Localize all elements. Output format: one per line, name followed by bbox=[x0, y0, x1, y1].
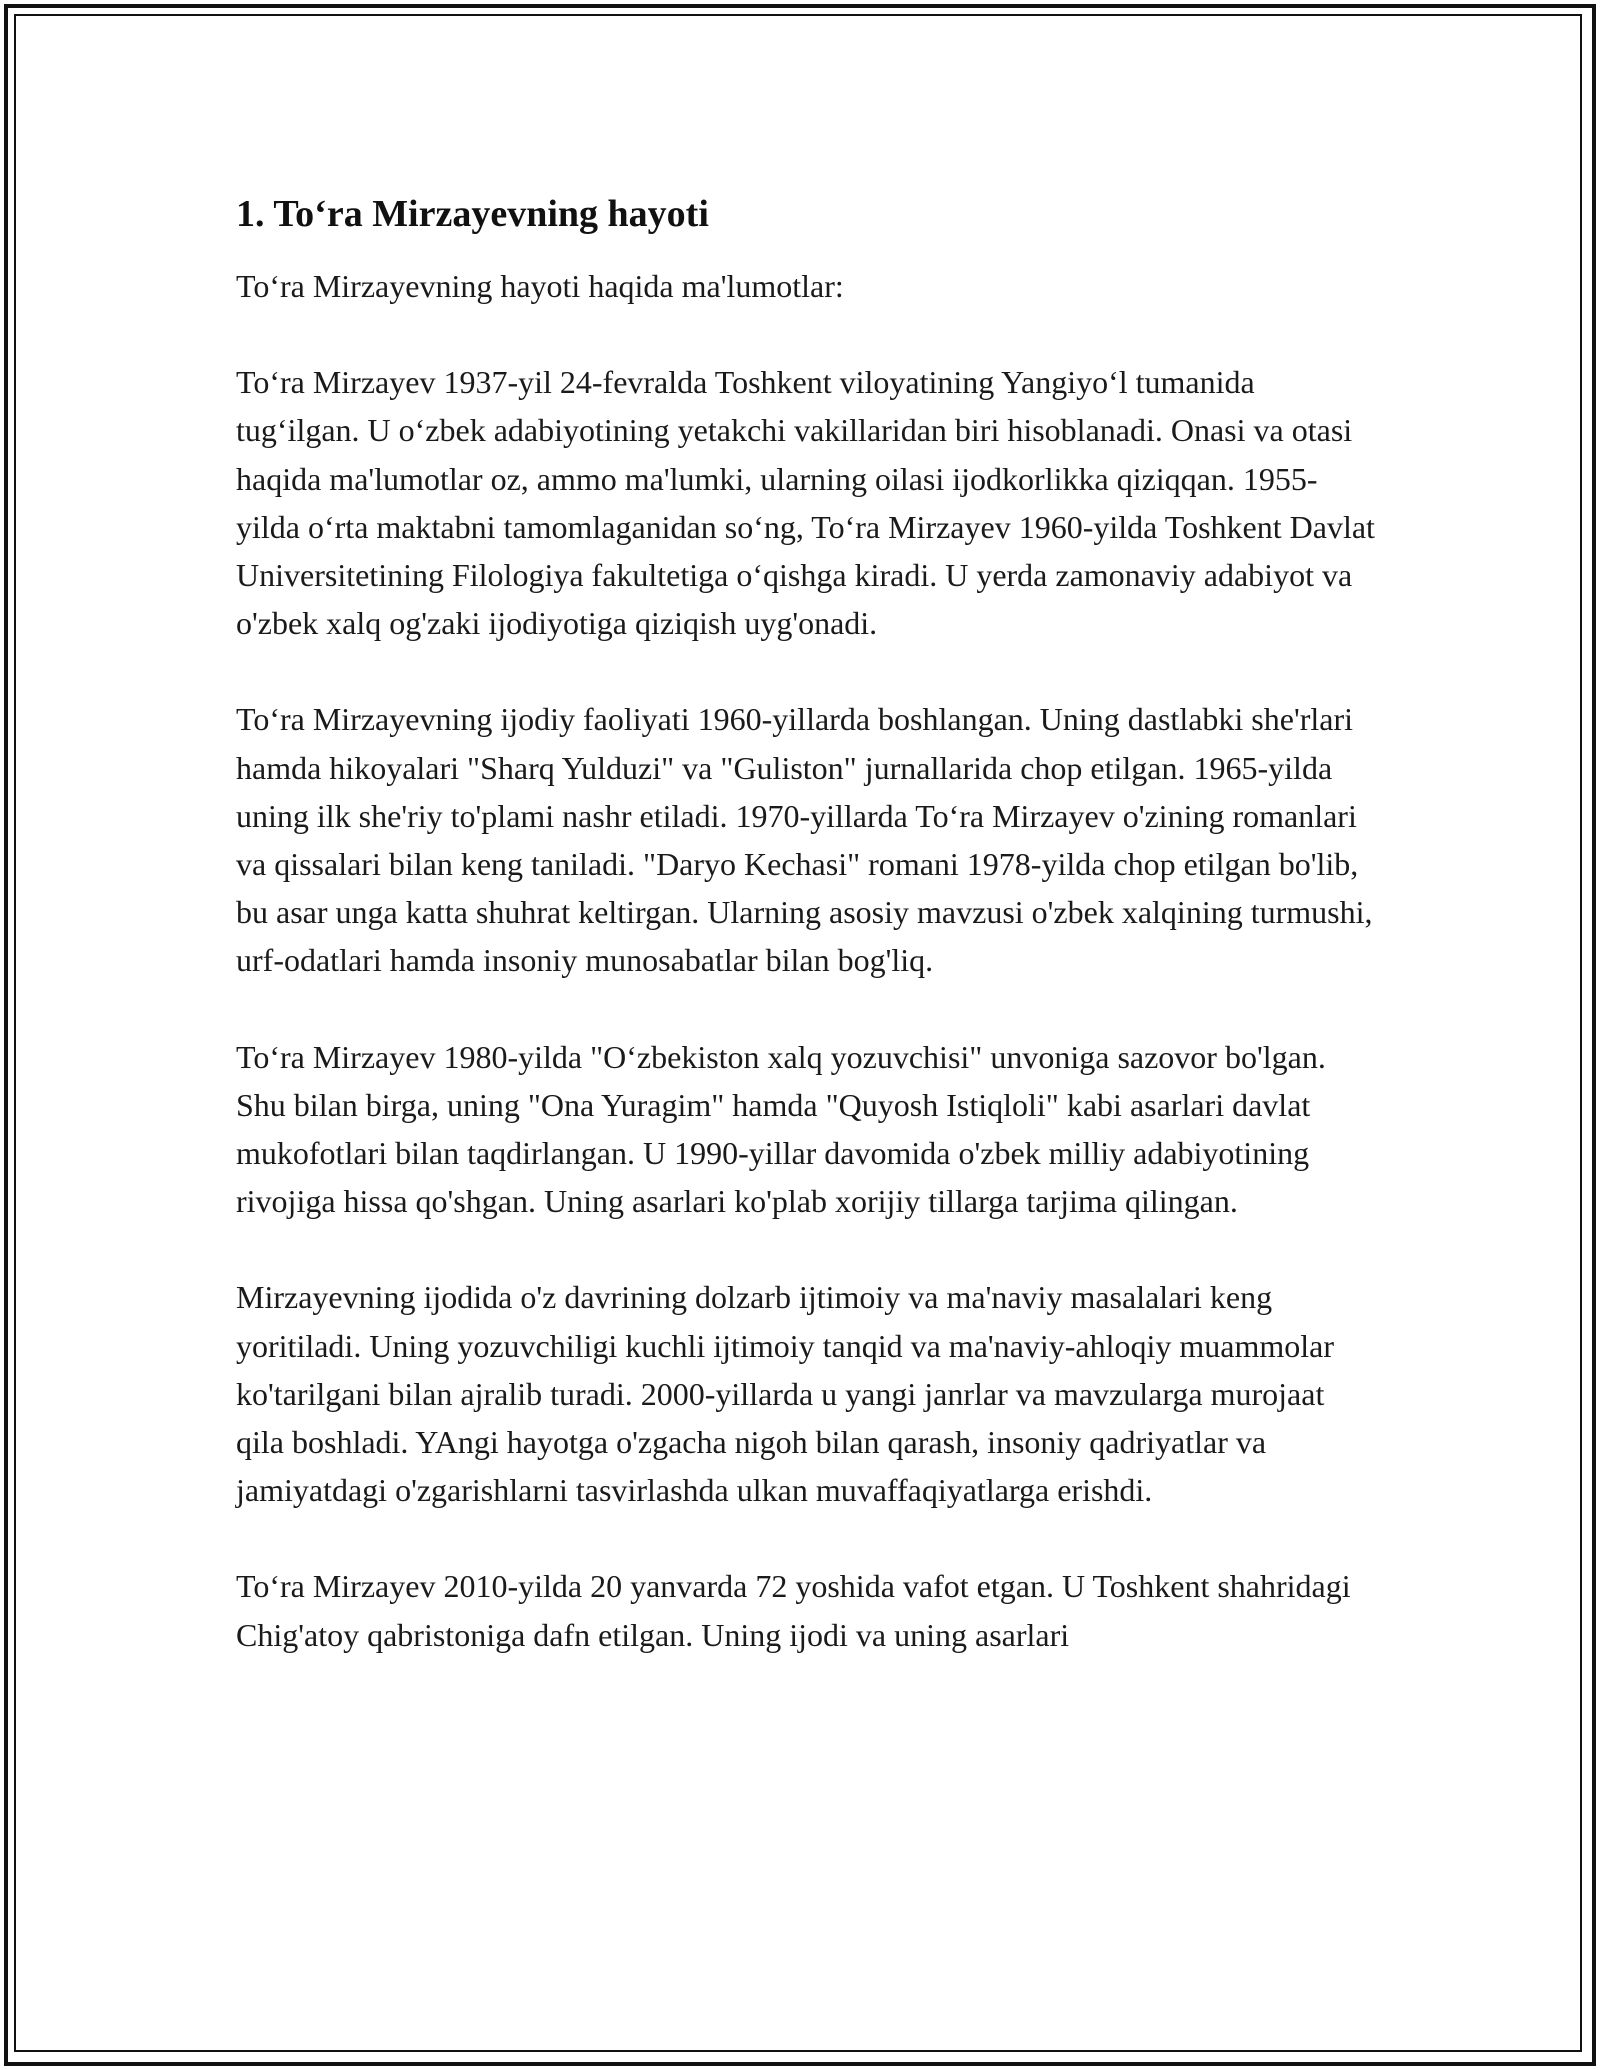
section-heading: 1. To‘ra Mirzayevning hayoti bbox=[236, 193, 709, 235]
themes-paragraph: Mirzayevning ijodida o'z davrining dolzarb ijtimoiy va ma'naviy masalalari keng yoritiladi. Uning yozuvchiligi kuchli ijtimoiy tanqid va ma'naviy-ahloqiy muammolar ko'tarilgani bilan ajralib turadi. 2000-yillarda u yangi janrlar va mavzularga murojaat qila boshladi. YAngi hayotga o'zgacha nigoh bilan qarash, insoniy qadriyatlar va jamiyatdagi o'zgarishlarni tasvirlashda ulkan muvaffaqiyatlarga erishdi. bbox=[236, 1279, 1335, 1509]
biography-paragraph: To‘ra Mirzayev 1937-yil 24-fevralda Toshkent viloyatining Yangiyo‘l tumanida tug‘ilgan. U o‘zbek adabiyotining yetakchi vakillaridan biri hisoblanadi. Onasi va otasi haqida ma'lumotlar oz, ammo ma'lumki, ularning oilasi ijodkorlikka qiziqqan. 1955-yilda o‘rta maktabni tamomlaganidan so‘ng, To‘ra Mirzayev 1960-yilda Toshkent Davlat Universitetining Filologiya fakultetiga o‘qishga kiradi. U yerda zamonaviy adabiyot va o'zbek xalq og'zaki ijodiyotiga qiziqish uyg'onadi. bbox=[236, 364, 1375, 642]
awards-paragraph: To‘ra Mirzayev 1980-yilda "O‘zbekiston xalq yozuvchisi" unvoniga sazovor bo'lgan. Shu bilan birga, uning "Ona Yuragim" hamda "Quyosh Istiqloli" kabi asarlari davlat mukofotlari bilan taqdirlangan. U 1990-yillar davomida o'zbek milliy adabiyotining rivojiga hissa qo'shgan. Uning asarlari ko'plab xorijiy tillarga tarjima qilingan. bbox=[236, 1038, 1326, 1220]
career-paragraph: To‘ra Mirzayevning ijodiy faoliyati 1960-yillarda boshlangan. Uning dastlabki she'rlari hamda hikoyalari "Sharq Yulduzi" va "Guliston" jurnallarida chop etilgan. 1965-yilda uning ilk she'riy to'plami nashr etiladi. 1970-yillarda To‘ra Mirzayev o'zining romanlari va qissalari bilan keng taniladi. "Daryo Kechasi" romani 1978-yilda chop etilgan bo'lib, bu asar unga katta shuhrat keltirgan. Ularning asosiy mavzusi o'zbek xalqining turmushi, urf-odatlari hamda insoniy munosabatlar bilan bog'liq. bbox=[236, 701, 1373, 979]
death-paragraph: To‘ra Mirzayev 2010-yilda 20 yanvarda 72 yoshida vafot etgan. U Toshkent shahridagi Chig'atoy qabristoniga dafn etilgan. Uning ijodi va uning asarlari bbox=[236, 1568, 1351, 1653]
document-body bbox=[236, 188, 1376, 1707]
intro-paragraph: To‘ra Mirzayevning hayoti haqida ma'lumotlar: bbox=[236, 268, 844, 304]
